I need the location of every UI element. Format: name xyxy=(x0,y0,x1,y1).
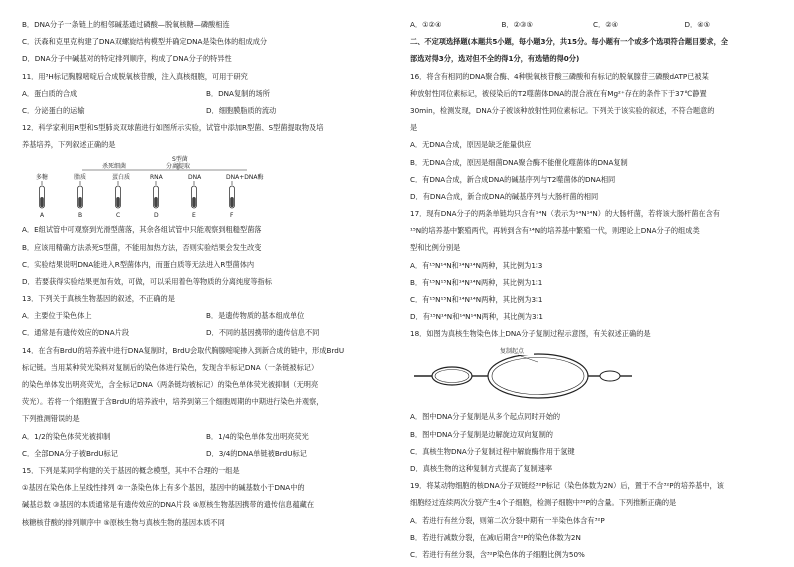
section2-heading-line1: 二、不定项选择题(本题共5小题，每小题3分，共15分。每小题有一个或多个选项符合题目要求，全 xyxy=(410,37,728,47)
q12-stem-line2: 养基培养，下列叙述正确的是 xyxy=(22,140,116,150)
q11-option-a: A．蛋白质的合成 xyxy=(22,88,78,98)
q11-options-row2 xyxy=(22,106,390,115)
q19-option-a: A．若进行有丝分裂，则第二次分裂中期有一半染色体含有³²P xyxy=(410,515,605,525)
q14-stem-line5: 下列推测错误的是 xyxy=(22,414,80,424)
q12-option-a: A．E组试管中可观察到光滑型菌落，其余各组试管中只能观察到粗糙型菌落 xyxy=(22,225,262,235)
dna-replication-diagram xyxy=(410,344,776,404)
q10-option-d: D．DNA分子中碱基对的特定排列顺序，构成了DNA分子的特异性 xyxy=(22,54,232,64)
q13-options-row1 xyxy=(22,311,390,320)
q17-stem-line3: 型和比例分别是 xyxy=(410,243,461,253)
tube-liquid xyxy=(78,197,82,207)
q17-option-d: D．有¹⁵N¹⁴N和¹⁴N¹⁴N两种，其比例为3∶1 xyxy=(410,312,543,322)
q16-option-a: A．无DNA合成，原因是缺乏能量供应 xyxy=(410,140,532,150)
fig12-cross-label: 杀死细菌 xyxy=(102,163,127,171)
q12-stem-line1: 12．科学家利用R型和S型肺炎双球菌进行如图所示实验，试管中添加R型菌、S型菌提取物及培 xyxy=(22,123,324,133)
q10-option-b: B．DNA分子一条链上的相邻碱基通过磷酸—脱氧核糖—磷酸相连 xyxy=(22,20,230,29)
q13-stem: 13．下列关于真核生物基因的叙述，不正确的是 xyxy=(22,294,175,304)
q16-option-c: C．有DNA合成，新合成DNA的碱基序列与T2噬菌体的DNA相同 xyxy=(410,174,616,184)
q12-option-b: B．应该用精确方法杀死S型菌，不能用加热方法，否则实验结果会发生改变 xyxy=(22,242,262,252)
q14-option-c: C．全部DNA分子被BrdU标记 xyxy=(22,448,118,458)
q15-body-line2: 碱基总数 ③基因的本质通常是有遗传效应的DNA片段 ④原核生物基因携带的遗传信息蕴藏在 xyxy=(22,500,315,510)
fig12-tube-label: C xyxy=(116,212,121,220)
tube-liquid xyxy=(192,197,196,207)
q13-option-d: D．不同的基因携带的遗传信息不同 xyxy=(206,328,320,338)
q14-stem-line3: 的染色单体发出明亮荧光，含全标记DNA（两条链均被标记）的染色单体荧光被抑制（无明亮 xyxy=(22,380,319,389)
tube-liquid xyxy=(154,197,158,207)
q13-option-b: B．是遗传物质的基本组成单位 xyxy=(206,311,305,321)
q17-option-a: A．有¹⁵N¹⁴N和¹⁴N¹⁴N两种，其比例为1∶3 xyxy=(410,260,543,270)
tube-liquid xyxy=(116,197,120,207)
q18-option-b: B．图中DNA分子复制是边解旋边双向复制的 xyxy=(410,429,553,439)
q13-option-a: A．主要位于染色体上 xyxy=(22,311,92,321)
fig12-tube-label: B xyxy=(78,212,83,220)
fig12-top-label2: 分离提取 xyxy=(166,163,191,171)
q16-stem-line1: 16．将含有相同的DNA聚合酶、4种脱氧核苷酸三磷酸和有标记的脱氧腺苷三磷酸dATP已被某 xyxy=(410,71,709,81)
fig12-item-label: 蛋白质 xyxy=(112,174,131,182)
fig18-label: 复制起点 xyxy=(500,348,525,356)
q16-option-d: D．有DNA合成，新合成DNA的碱基序列与大肠杆菌的相同 xyxy=(410,191,599,201)
q17-stem-line1: 17．现有DNA分子的两条单链均只含有¹⁴N（表示为¹⁴N¹⁴N）的大肠杆菌，若将该大肠杆菌在含有 xyxy=(410,209,720,219)
q15-body-line3: 核糖核苷酸的排列顺序中 ⑤原核生物与真核生物的基因本质不同 xyxy=(22,517,225,527)
q18-stem: 18．如图为真核生物染色体上DNA分子复制过程示意图，有关叙述正确的是 xyxy=(410,329,651,339)
q19-option-b: B．若进行减数分裂，在减Ⅰ后期含³²P的染色体数为2N xyxy=(410,532,581,542)
q14-options-row1 xyxy=(22,432,390,441)
q16-stem-line4: 是 xyxy=(410,123,418,133)
fig12-tubes xyxy=(40,186,235,219)
fig12-item-label: 多糖 xyxy=(36,174,49,182)
q14-option-d: D．3/4的DNA单链被BrdU标记 xyxy=(206,448,307,458)
tube-liquid xyxy=(40,197,44,207)
q18-option-c: C．真核生物DNA分子复制过程中解旋酶作用于氢键 xyxy=(410,446,575,456)
q16-stem-line3: 30min，检测发现，DNA分子被该种放射性同位素标记。下列关于该实验的叙述，不符合题意的 xyxy=(410,105,715,115)
q11-stem: 11．用³H标记胸腺嘧啶后合成脱氧核苷酸，注入真核细胞，可用于研究 xyxy=(22,71,248,81)
q18-figure xyxy=(410,344,776,404)
q15-option-c: C．②④ xyxy=(593,20,619,29)
q15-option-d: D．④⑤ xyxy=(684,20,711,29)
fig12-top-label: S型菌 xyxy=(172,156,188,164)
right-column xyxy=(410,20,776,567)
fig12-item-labels xyxy=(36,173,263,185)
q12-figure xyxy=(22,155,390,219)
q19-option-c: C．若进行有丝分裂，含³²P染色体的子细胞比例为50% xyxy=(410,549,585,559)
left-column xyxy=(22,20,390,535)
q19-stem-line1: 19．将某动物细胞的核DNA分子双链经³²P标记（染色体数为2N）后，置于不含³²P的培养基中，该 xyxy=(410,481,724,491)
q19-stem-line2: 细胞经过连续两次分裂产生4个子细胞，检测子细胞中³²P的含量。下列推断正确的是 xyxy=(410,498,677,508)
q12-option-c: C．实验结果说明DNA能进入R型菌体内，而蛋白质等无法进入R型菌体内 xyxy=(22,259,255,269)
q15-body-line1: ①基因在染色体上呈线性排列 ②一条染色体上有多个基因，基因中的碱基数小于DNA中的 xyxy=(22,483,305,493)
section2-heading-line2: 部选对得3分，选对但不全的得1分，有选错的得0分) xyxy=(410,54,580,64)
q14-option-b: B．1/4的染色单体发出明亮荧光 xyxy=(206,431,309,441)
q15-option-b: B．②③⑤ xyxy=(501,20,533,29)
q14-stem-line4: 荧光）。若将一个细胞置于含BrdU的培养液中，培养到第三个细胞周期的中期进行染色并观察， xyxy=(22,397,324,407)
fig12-tube-label: F xyxy=(230,212,234,220)
q18-option-d: D．真核生物的这种复制方式提高了复制速率 xyxy=(410,463,553,473)
q17-option-b: B．有¹⁵N¹⁵N和¹⁴N¹⁴N两种，其比例为1∶1 xyxy=(410,277,543,287)
fig12-item-label: DNA+DNA酶 xyxy=(226,174,264,182)
q11-options-row1 xyxy=(22,89,390,98)
fig12-tube-label: D xyxy=(154,212,159,220)
fig12-tube-label: E xyxy=(192,212,196,220)
q18-option-a: A．图中DNA分子复制是从多个起点同时开始的 xyxy=(410,412,561,422)
q14-option-a: A．1/2的染色体荧光被抑制 xyxy=(22,431,111,441)
fig12-tube-label: A xyxy=(40,212,45,220)
tube-experiment-diagram xyxy=(22,155,390,219)
q11-option-d: D．细胞膜脂质的流动 xyxy=(206,105,277,115)
q11-option-c: C．分泌蛋白的运输 xyxy=(22,105,85,115)
q13-option-c: C．通常是有遗传效应的DNA片段 xyxy=(22,328,130,338)
q16-stem-line2: 种放射性同位素标记，被侵染后的T2噬菌体DNA的混合液在有Mg²⁺存在的条件下于37℃静置 xyxy=(410,88,707,98)
fig12-item-label: 脂质 xyxy=(74,174,87,182)
tube-liquid xyxy=(230,197,234,207)
fig12-item-label: DNA xyxy=(188,174,202,182)
fig12-item-label: RNA xyxy=(150,174,163,182)
q17-stem-line2: ¹⁵N的培养基中繁殖两代，再转到含有¹⁴N的培养基中繁殖一代，则理论上DNA分子的组成类 xyxy=(410,226,700,236)
q16-option-b: B．无DNA合成，原因是细菌DNA聚合酶不能催化噬菌体的DNA复制 xyxy=(410,157,628,167)
q15-stem: 15．下列是某同学构建的关于基因的概念模型，其中不合理的一组是 xyxy=(22,465,240,475)
q14-stem-line2: 标记链。当用某种荧光染料对复制后的染色体进行染色，发现含半标记DNA（一条链被标记） xyxy=(22,362,319,372)
q10-option-c: C．沃森和克里克构建了DNA双螺旋结构模型并确定DNA是染色体的组成成分 xyxy=(22,37,268,47)
q11-option-b: B．DNA复制的场所 xyxy=(206,88,270,98)
q12-option-d: D．若要获得实验结果更加有效，可做，可以采用着色等物质的分离纯度等指标 xyxy=(22,276,272,286)
q17-option-c: C．有¹⁵N¹⁵N和¹⁴N¹⁴N两种，其比例为3∶1 xyxy=(410,295,543,304)
q13-options-row2 xyxy=(22,328,390,337)
q15-options xyxy=(410,20,776,29)
q15-option-a: A．①②④ xyxy=(410,20,442,29)
q14-stem-line1: 14．在含有BrdU的培养液中进行DNA复制时，BrdU会取代胸腺嘧啶掺入到新合成的链中，形成BrdU xyxy=(22,345,345,355)
q14-options-row2 xyxy=(22,449,390,458)
